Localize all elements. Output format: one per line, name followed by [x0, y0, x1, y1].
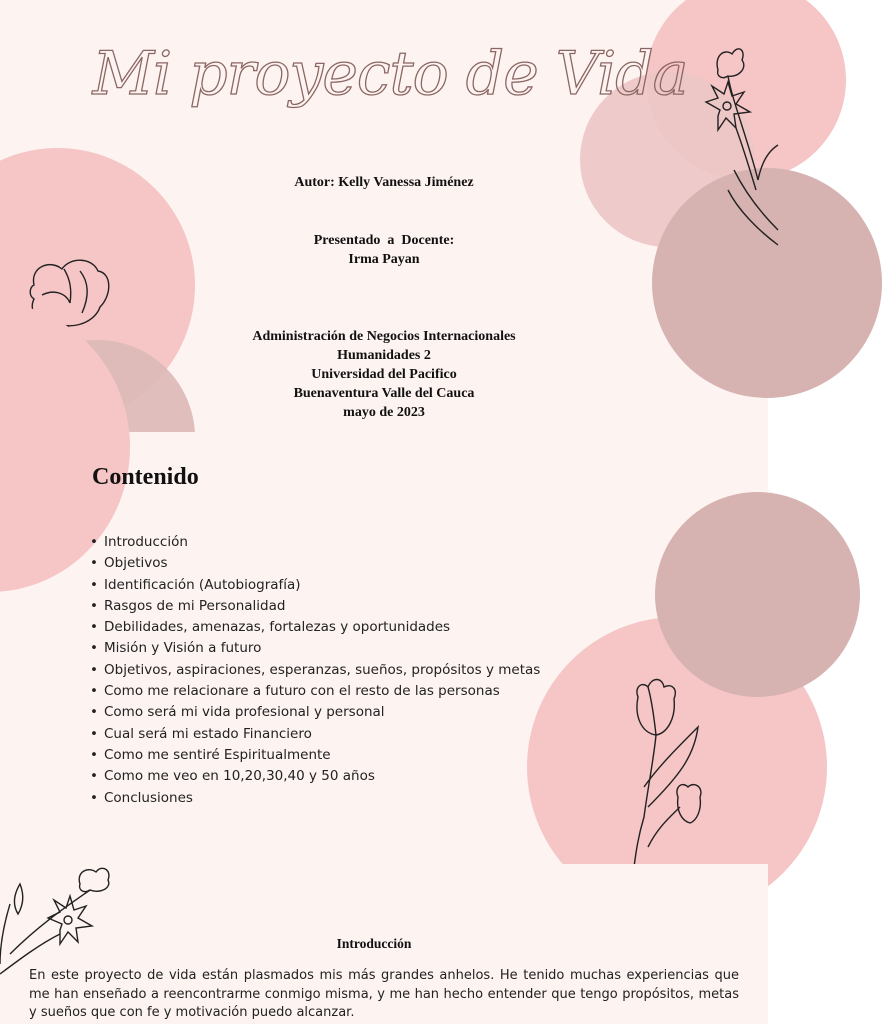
- toc-item: • Conclusiones: [90, 788, 540, 809]
- toc-item: • Como me veo en 10,20,30,40 y 50 años: [90, 766, 540, 787]
- cover-title: Mi proyecto de Vida: [92, 39, 688, 109]
- toc-item: • Introducción: [90, 532, 540, 553]
- flower-illustration-icon: [0, 864, 115, 984]
- toc-item: • Objetivos, aspiraciones, esperanzas, sueños, propósitos y metas: [90, 660, 540, 681]
- toc-item: • Rasgos de mi Personalidad: [90, 596, 540, 617]
- tulip-illustration-icon: [618, 677, 728, 867]
- introduction-title: Introducción: [336, 936, 412, 951]
- toc-item: • Como será mi vida profesional y personal: [90, 702, 540, 723]
- contents-page: [0, 432, 768, 864]
- title-script: [92, 22, 688, 132]
- introduction-page: [0, 864, 768, 1024]
- program: Administración de Negocios Internacionales: [252, 329, 516, 344]
- toc-item: • Cual será mi estado Financiero: [90, 724, 540, 745]
- toc-item: • Debilidades, amenazas, fortalezas y oportunidades: [90, 617, 540, 638]
- introduction-text: En este proyecto de vida están plasmados mis más grandes anhelos. He tenido muchas experiencias que me han enseñado a reencontrarme conmigo misma, y me han hecho entender que tengo propósitos, metas y sueños que con fe y motivación puedo alcanzar.: [29, 968, 739, 1020]
- decor-circle: [655, 492, 860, 697]
- toc-item: • Como me sentiré Espiritualmente: [90, 745, 540, 766]
- table-of-contents: [90, 532, 540, 809]
- author: Autor: Kelly Vanessa Jiménez: [294, 175, 474, 190]
- toc-item: • Como me relacionare a futuro con el resto de las personas: [90, 681, 540, 702]
- presented-to: Presentado a Docente:: [313, 233, 455, 248]
- location: Buenaventura Valle del Cauca: [293, 386, 475, 401]
- contents-heading: Contenido: [92, 464, 199, 490]
- toc-item: • Misión y Visión a futuro: [90, 638, 540, 659]
- date: mayo de 2023: [343, 405, 425, 420]
- university: Universidad del Pacifico: [311, 367, 457, 382]
- toc-item: • Identificación (Autobiografía): [90, 575, 540, 596]
- toc-item: • Objetivos: [90, 553, 540, 574]
- cover-page: [0, 0, 768, 432]
- teacher-name: Irma Payan: [348, 252, 420, 267]
- flower-illustration-icon: [688, 40, 778, 250]
- course: Humanidades 2: [337, 348, 431, 363]
